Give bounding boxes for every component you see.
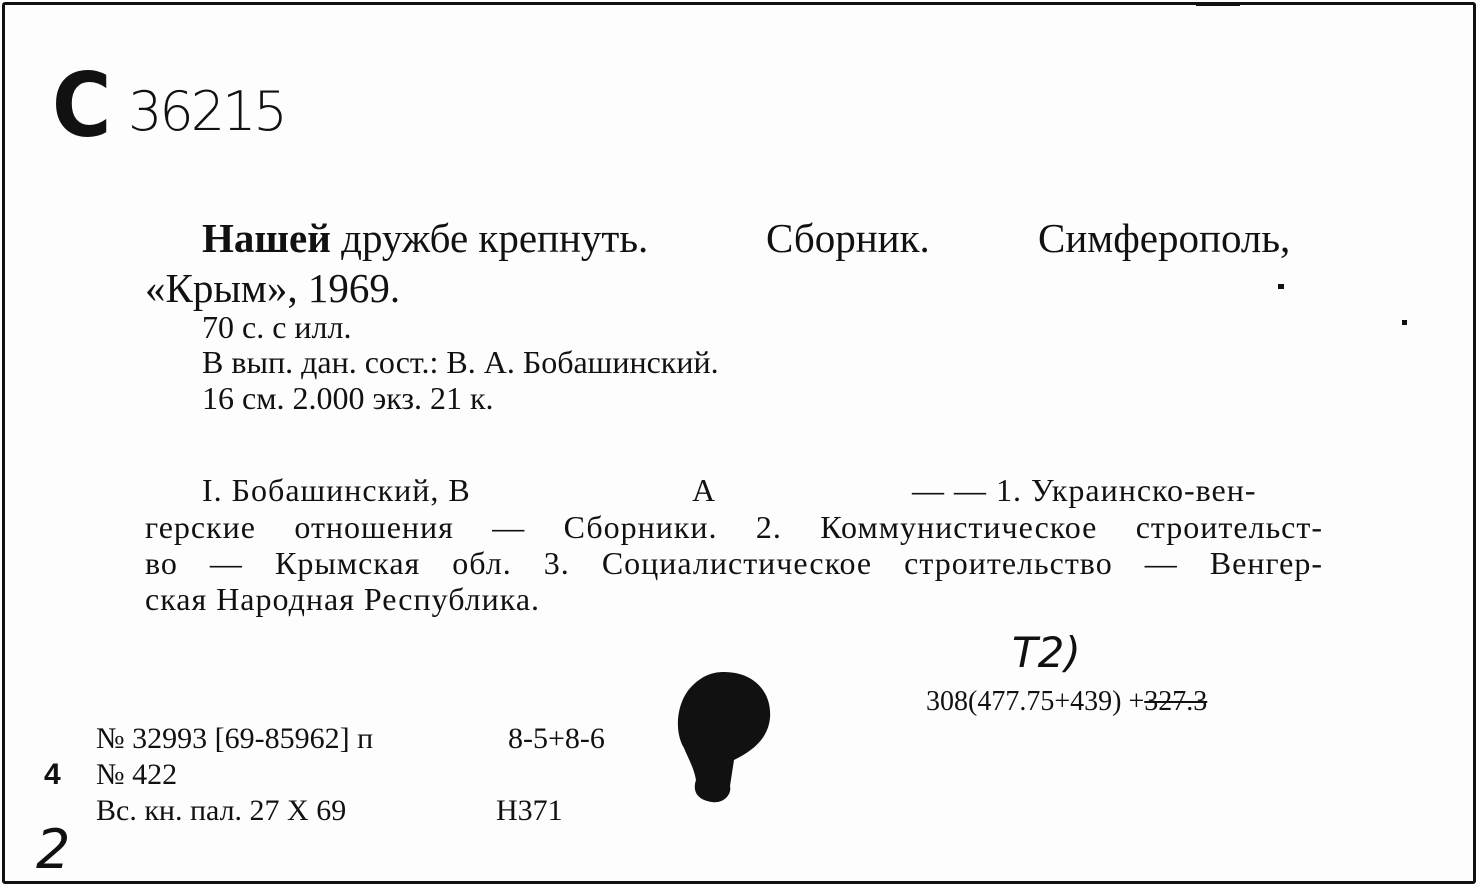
classification-main: 308(477.75+439) +	[926, 686, 1145, 717]
copy-marker: 4	[44, 758, 61, 791]
chamber-line: Вс. кн. пал. 27 X 69	[96, 794, 347, 827]
size-run-price: 16 см. 2.000 экз. 21 к.	[202, 380, 494, 416]
title-kind: Сборник.	[766, 215, 930, 261]
classification-struck: 327.3	[1144, 686, 1208, 717]
publisher-year: «Крым», 1969.	[145, 265, 401, 311]
title-rest: дружбе крепнуть.	[330, 215, 649, 261]
copy-number: № 422	[96, 758, 178, 791]
subject-line-1b: А	[692, 472, 717, 508]
place: Симферополь,	[1038, 215, 1291, 261]
pages: 70 с. с илл.	[202, 309, 352, 345]
ink-blot	[672, 668, 778, 808]
handwritten-bottom: 2	[36, 818, 71, 881]
order-number: № 32993 [69-85962] п	[96, 722, 374, 755]
print-code: 8-5+8-6	[508, 722, 605, 755]
subject-line-1a: I. Бобашинский, В	[202, 472, 471, 508]
subject-line-2: герские отношения — Сборники. 2. Коммунистическое строительст-	[145, 509, 1323, 545]
subject-line-3: во — Крымская обл. 3. Социалистическое строительство — Венгер-	[145, 545, 1323, 581]
series-letter: С	[52, 54, 112, 157]
call-number: 36215	[128, 80, 285, 143]
subject-line-4: ская Народная Республика.	[145, 581, 541, 617]
handwritten-note: Т2)	[1012, 628, 1081, 677]
classification	[926, 686, 1207, 718]
scan-speck	[1196, 2, 1240, 6]
scan-speck	[1278, 284, 1284, 289]
title-line	[202, 216, 648, 261]
scan-speck	[1402, 320, 1407, 325]
chamber-code: Н371	[496, 794, 563, 827]
subject-line-1c: — — 1. Украинско-вен-	[912, 472, 1257, 508]
title-bold: Нашей	[202, 215, 331, 261]
compiler: В вып. дан. сост.: В. А. Бобашинский.	[202, 344, 719, 380]
